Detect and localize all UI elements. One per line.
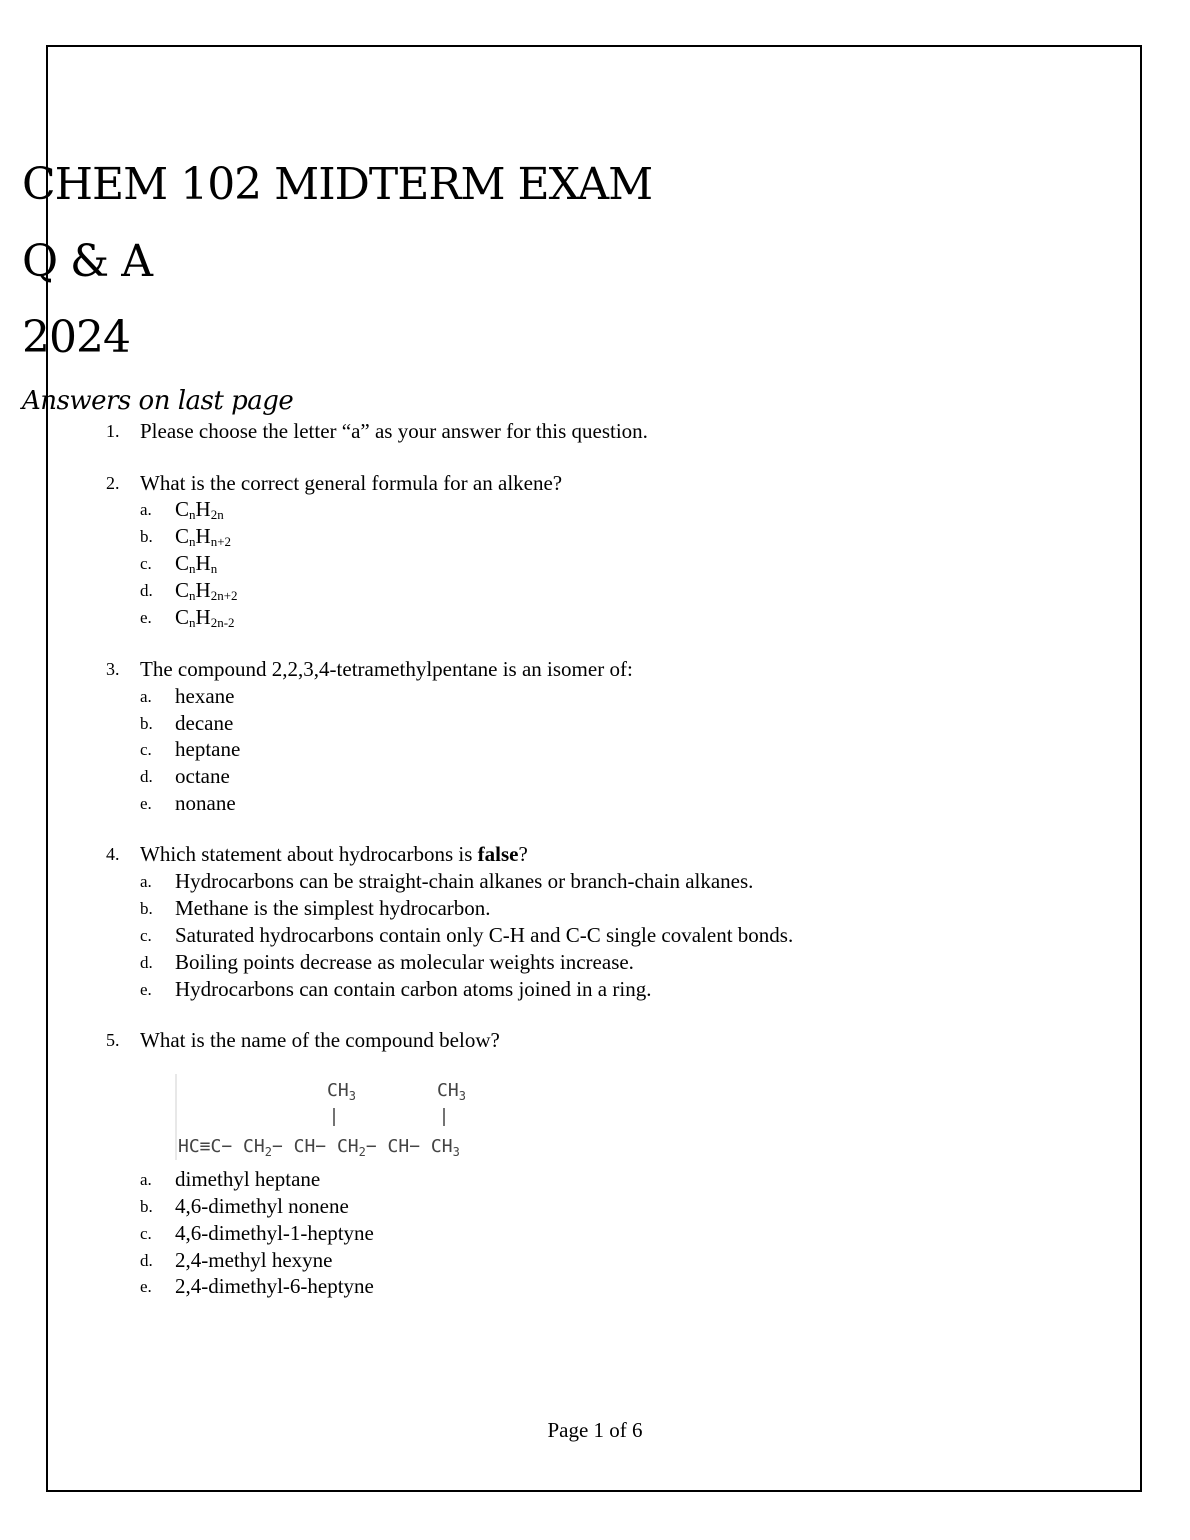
question-text (140, 841, 528, 868)
option-formula: $C_nH_{2n-2}$ (175, 605, 235, 630)
option-text: nonane (175, 791, 236, 815)
option-letter: e. (140, 980, 152, 999)
question-text-end: ? (518, 842, 528, 866)
structural-formula (175, 1072, 525, 1162)
question-number: 3. (106, 659, 120, 679)
option-text: hexane (175, 684, 235, 708)
option-text: 2,4-dimethyl-6-heptyne (175, 1274, 374, 1298)
question-text: What is the name of the compound below? (140, 1028, 500, 1052)
option-text: Saturated hydrocarbons contain only C-H and C-C single covalent bonds. (175, 923, 794, 947)
branch-2-label: $CH_3$ (437, 1080, 466, 1103)
answers-note: Answers on last page (22, 386, 294, 416)
option-letter: c. (140, 554, 152, 573)
option-letter: d. (140, 767, 153, 786)
option-letter: a. (140, 687, 152, 706)
question-number: 1. (106, 421, 120, 441)
option-letter: c. (140, 926, 152, 945)
option-text: 2,4-methyl hexyne (175, 1248, 333, 1272)
option-letter: b. (140, 527, 153, 546)
option-letter: a. (140, 872, 152, 891)
question-number: 2. (106, 473, 120, 493)
option-letter: b. (140, 899, 153, 918)
option-text: Boiling points decrease as molecular weights increase. (175, 950, 634, 974)
question-number: 4. (106, 844, 120, 864)
option-text: octane (175, 764, 230, 788)
option-text: 4,6-dimethyl nonene (175, 1194, 349, 1218)
option-text: Hydrocarbons can be straight-chain alkanes or branch-chain alkanes. (175, 869, 754, 893)
question-text: What is the correct general formula for an alkene? (140, 471, 563, 495)
question-number: 5. (106, 1030, 120, 1050)
option-formula: $C_nH_{2n}$ (175, 497, 224, 522)
option-letter: c. (140, 1224, 152, 1243)
option-text: Hydrocarbons can contain carbon atoms joined in a ring. (175, 977, 652, 1001)
exam-title: CHEM 102 MIDTERM EXAM (22, 159, 653, 210)
exam-qa-heading: Q & A (22, 236, 152, 287)
option-formula: $C_nH_n$ (175, 551, 218, 576)
question-text-start: Which statement about hydrocarbons is (140, 842, 478, 866)
option-text: heptane (175, 737, 241, 761)
option-letter: b. (140, 1197, 153, 1216)
option-formula: $C_nH_{n+2}$ (175, 524, 232, 549)
option-letter: c. (140, 740, 152, 759)
option-letter: d. (140, 953, 153, 972)
option-letter: e. (140, 794, 152, 813)
option-letter: d. (140, 581, 153, 600)
option-letter: e. (140, 608, 152, 627)
option-text: decane (175, 711, 234, 735)
option-letter: a. (140, 1170, 152, 1189)
option-formula: $C_nH_{2n+2}$ (175, 578, 238, 603)
option-letter: b. (140, 714, 153, 733)
option-letter: a. (140, 500, 152, 519)
main-chain: $HC\equiv C- CH_2- CH- CH_2- CH- CH_3$ (178, 1136, 460, 1159)
branch-1-label: $CH_3$ (327, 1080, 356, 1103)
page-number: Page 1 of 6 (547, 1418, 643, 1442)
exam-year: 2024 (22, 312, 130, 363)
emphasis-false: false (477, 842, 519, 866)
question-text: Please choose the letter “a” as your answer for this question. (140, 419, 648, 443)
option-letter: d. (140, 1251, 153, 1270)
option-letter: e. (140, 1277, 152, 1296)
question-text: The compound 2,2,3,4-tetramethylpentane is an isomer of: (140, 657, 633, 681)
option-text: dimethyl heptane (175, 1167, 321, 1191)
option-text: 4,6-dimethyl-1-heptyne (175, 1221, 374, 1245)
option-text: Methane is the simplest hydrocarbon. (175, 896, 491, 920)
